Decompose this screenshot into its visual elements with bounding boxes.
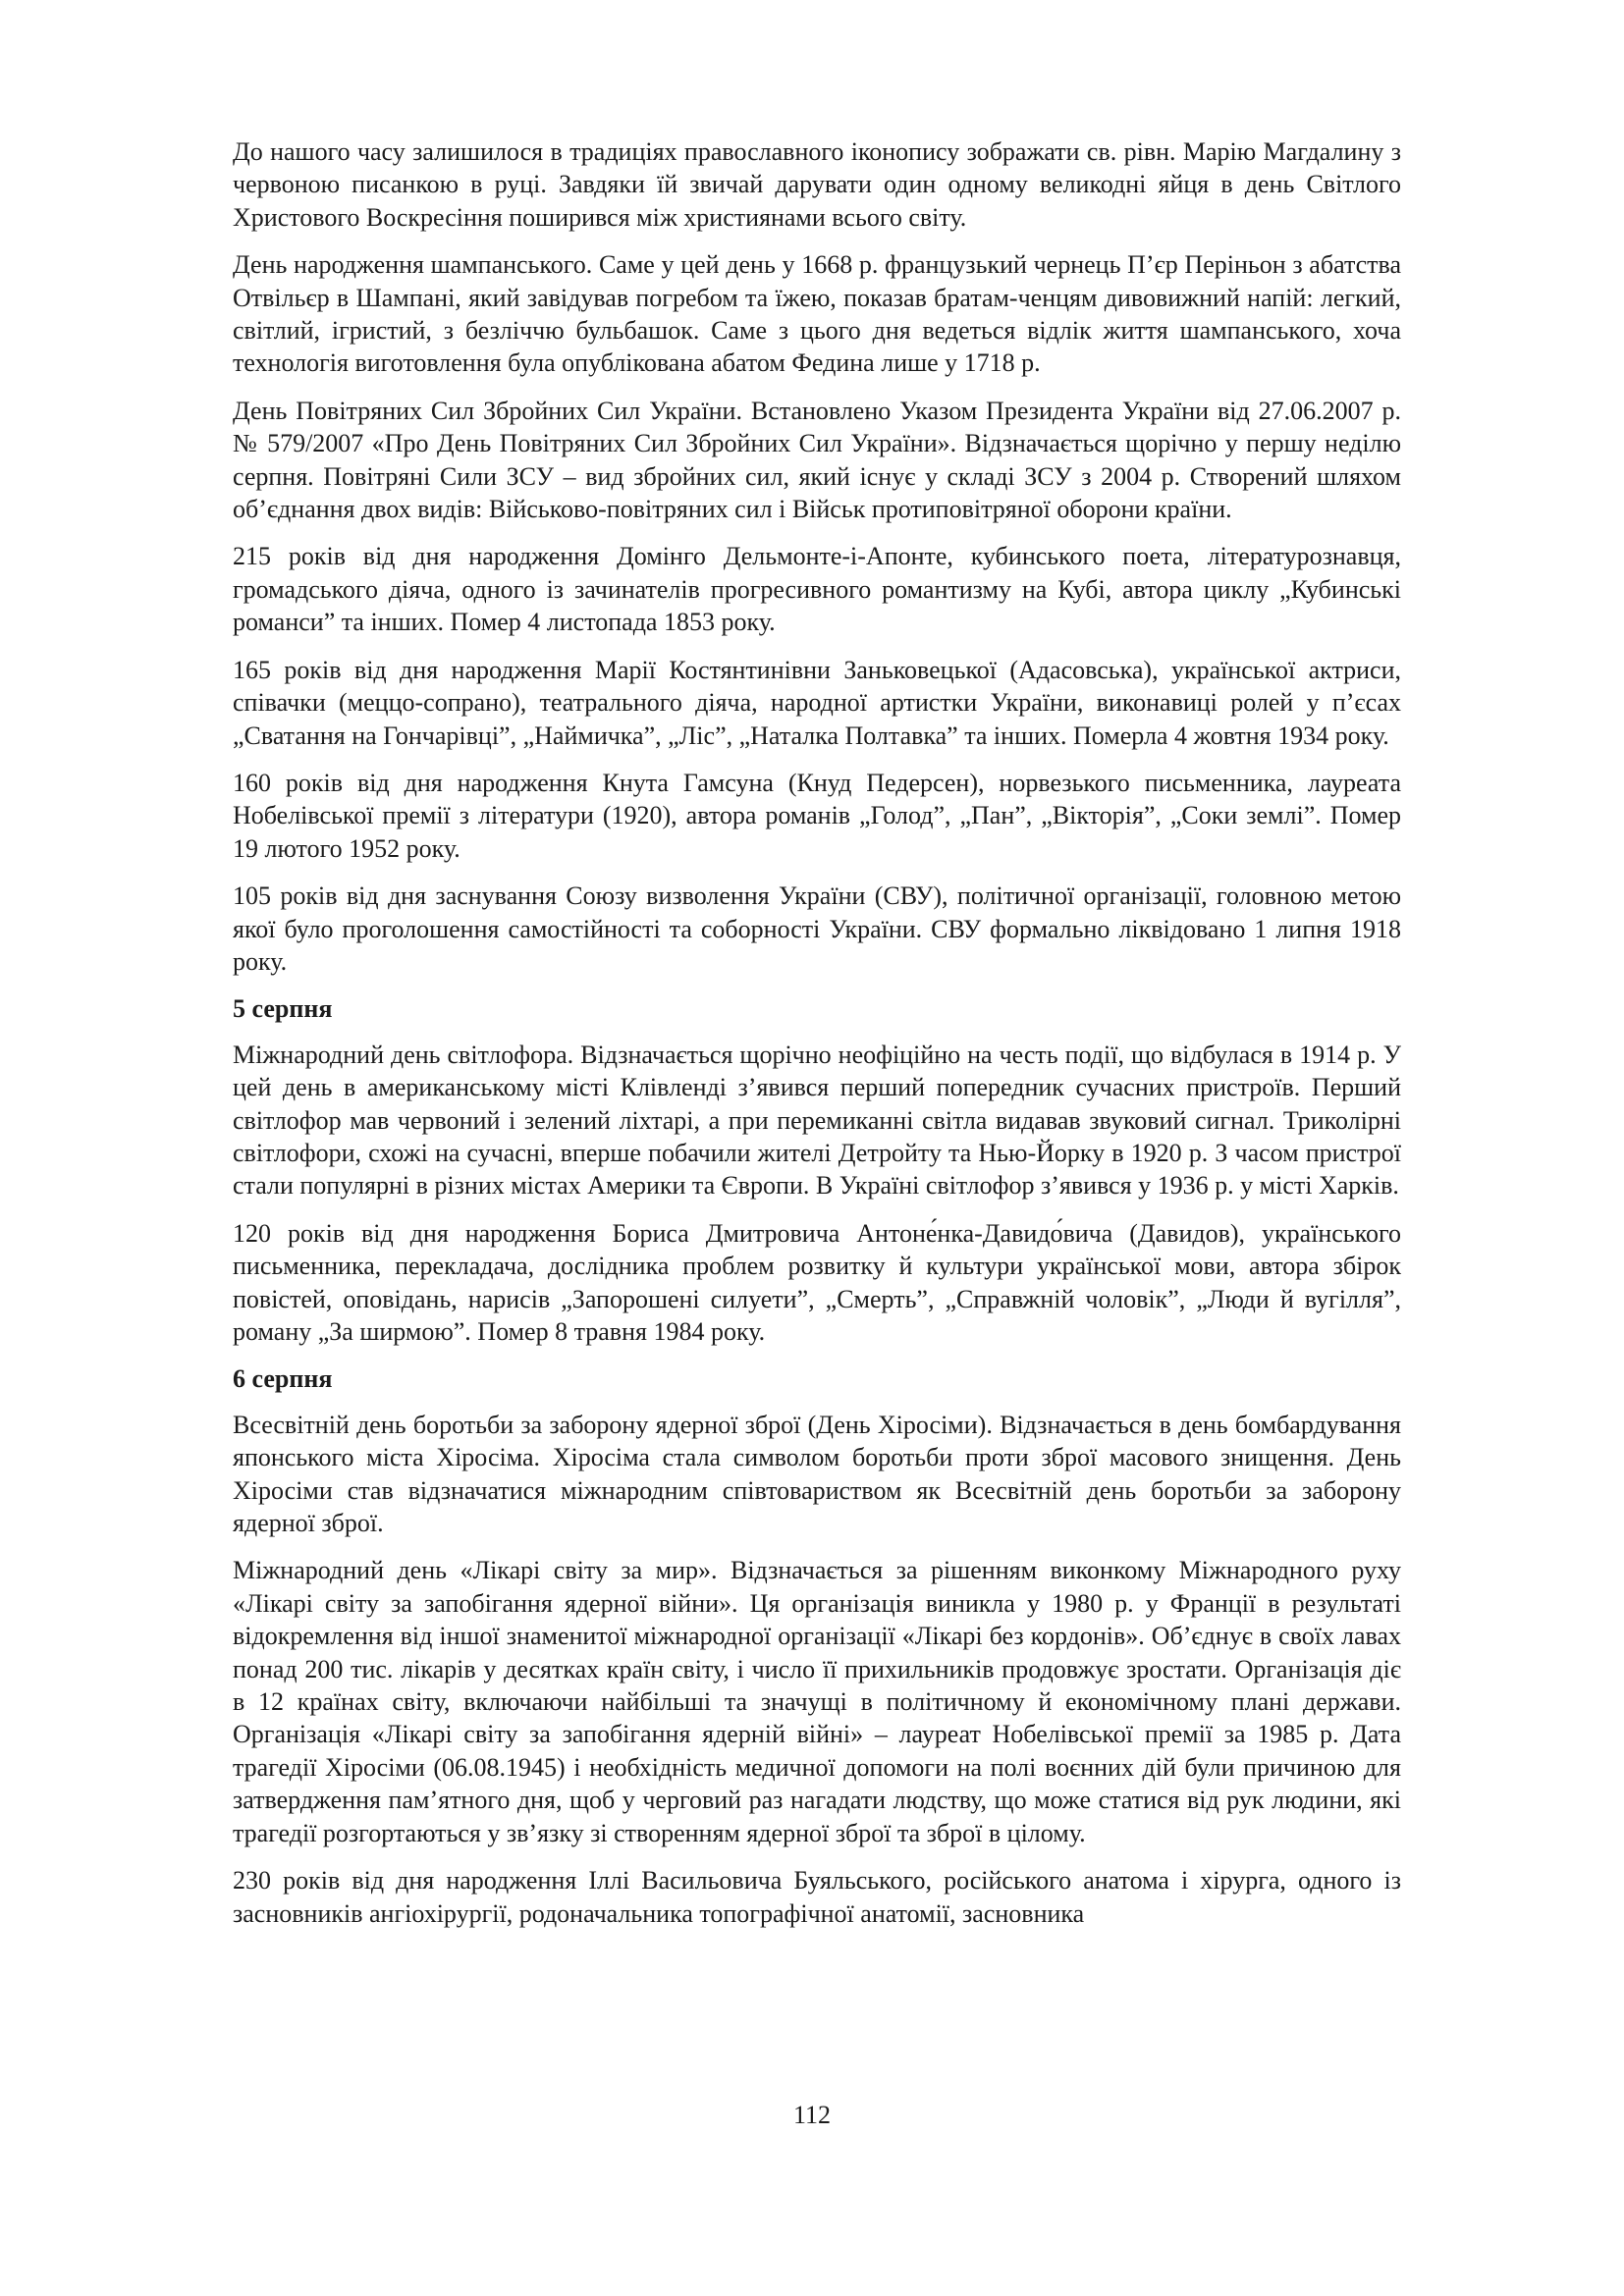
date-heading-aug-5: 5 серпня: [233, 994, 333, 1024]
paragraph-traffic-light-day: Міжнародний день світлофора. Відзначається щорічно неофіційно на честь події, що відбулася в 1914 р. У цей день в американському місті Клівленді з’явився перший попередник сучасних пристроїв. Перший світлофор мав червоний і зелений ліхтарі, а при перемиканні світла видавав звуковий сигнал. Триколірні світлофори, схожі на сучасні, вперше побачили жителі Детройту та Нью-Йорку в 1920 р. З часом пристрої стали популярні в різних містах Америки та Європи. В Україні світлофор з’явився у 1936 р. у місті Харків.: [233, 1040, 1401, 1201]
paragraph-delmonte: 215 років від дня народження Домінго Дельмонте-і-Апонте, кубинського поета, літературознавця, громадського діяча, одного із зачинателів прогресивного романтизму на Кубі, автора циклу „Кубинські романси” та інших. Помер 4 листопада 1853 року.: [233, 542, 1401, 637]
paragraph-svu: 105 років від дня заснування Союзу визволення України (СВУ), політичної організації, головною метою якої було проголошення самостійності та соборності України. СВУ формально ліквідовано 1 липня 1918 року.: [233, 881, 1401, 976]
page-body: [233, 135, 1401, 1945]
paragraph-easter-eggs: До нашого часу залишилося в традиціях православного іконопису зображати св. рівн. Марію Магдалину з червоною писанкою в руці. Завдяки їй звичай дарувати один одному великодні яйця в день Світлого Христового Воскресіння поширився між християнами всього світу.: [233, 137, 1401, 232]
paragraph-hiroshima-day: Всесвітній день боротьби за заборону ядерної зброї (День Хіросіми). Відзначається в день бомбардування японського міста Хіросіма. Хіросіма стала символом боротьби проти зброї масового знищення. День Хіросіми став відзначатися міжнародним співтовариством як Всесвітній день боротьби за заборону ядерної зброї.: [233, 1410, 1401, 1538]
date-heading-aug-6: 6 серпня: [233, 1364, 333, 1394]
paragraph-air-force-day: День Повітряних Сил Збройних Сил України. Встановлено Указом Президента України від 27.06.2007 р. № 579/2007 «Про День Повітряних Сил Збройних Сил України». Відзначається щорічно у першу неділю серпня. Повітряні Сили ЗСУ – вид збройних сил, який існує у складі ЗСУ з 2004 р. Створений шляхом об’єднання двох видів: Військово-повітряних сил і Військ протиповітряної оборони країни.: [233, 396, 1401, 524]
paragraph-buyalsky: 230 років від дня народження Іллі Васильовича Буяльського, російського анатома і хірурга, одного із засновників ангіохірургії, родоначальника топографічної анатомії, засновника: [233, 1866, 1401, 1928]
page-number: 112: [792, 2101, 832, 2129]
paragraph-zankovetska: 165 років від дня народження Марії Костянтинівни Заньковецької (Адасовська), української актриси, співачки (меццо-сопрано), театрального діяча, народної артистки України, виконавиці ролей у п’єсах „Сватання на Гончарівці”, „Наймичка”, „Ліс”, „Наталка Полтавка” та інших. Померла 4 жовтня 1934 року.: [233, 655, 1401, 750]
paragraph-doctors-for-peace: Міжнародний день «Лікарі світу за мир». Відзначається за рішенням виконкому Міжнародного руху «Лікарі світу за запобігання ядерної війни». Ця організація виникла у 1980 р. у Франції в результаті відокремлення від іншої знаменитої міжнародної організації «Лікарі без кордонів». Об’єднує в своїх лавах понад 200 тис. лікарів у десятках країн світу, і число її прихильників продовжує зростати. Організація діє в 12 країнах світу, включаючи найбільші та значущі в політичному й економічному плані держави. Організація «Лікарі світу за запобігання ядерній війні» – лауреат Нобелівської премії за 1985 р. Дата трагедії Хіросіми (06.08.1945) і необхідність медичної допомоги на полі воєнних дій були причиною для затвердження пам’ятного дня, щоб у черговий раз нагадати людству, що може статися від рук людини, які трагедії розгортаються у зв’язку зі створенням ядерної зброї та зброї в цілому.: [233, 1556, 1401, 1847]
paragraph-champagne-day: День народження шампанського. Саме у цей день у 1668 р. французький чернець П’єр Періньон з абатства Отвільєр в Шампані, який завідував погребом та їжею, показав братам-ченцям дивовижний напій: легкий, світлий, ігристий, з безліччю бульбашок. Саме з цього дня ведеться відлік життя шампанського, хоча технологія виготовлення була опублікована абатом Федина лише у 1718 р.: [233, 250, 1401, 378]
paragraph-antonenko-davydovych: 120 років від дня народження Бориса Дмитровича Антоне́нка-Давидо́вича (Давидов), українського письменника, перекладача, дослідника проблем розвитку й культури української мови, автора збірок повістей, оповідань, нарисів „Запорошені силуети”, „Смерть”, „Справжній чоловік”, „Люди й вугілля”, роману „За ширмою”. Помер 8 травня 1984 року.: [233, 1218, 1401, 1346]
paragraph-hamsun: 160 років від дня народження Кнута Гамсуна (Кнуд Педерсен), норвезького письменника, лауреата Нобелівської премії з літератури (1920), автора романів „Голод”, „Пан”, „Вікторія”, „Соки землі”. Помер 19 лютого 1952 року.: [233, 768, 1401, 863]
